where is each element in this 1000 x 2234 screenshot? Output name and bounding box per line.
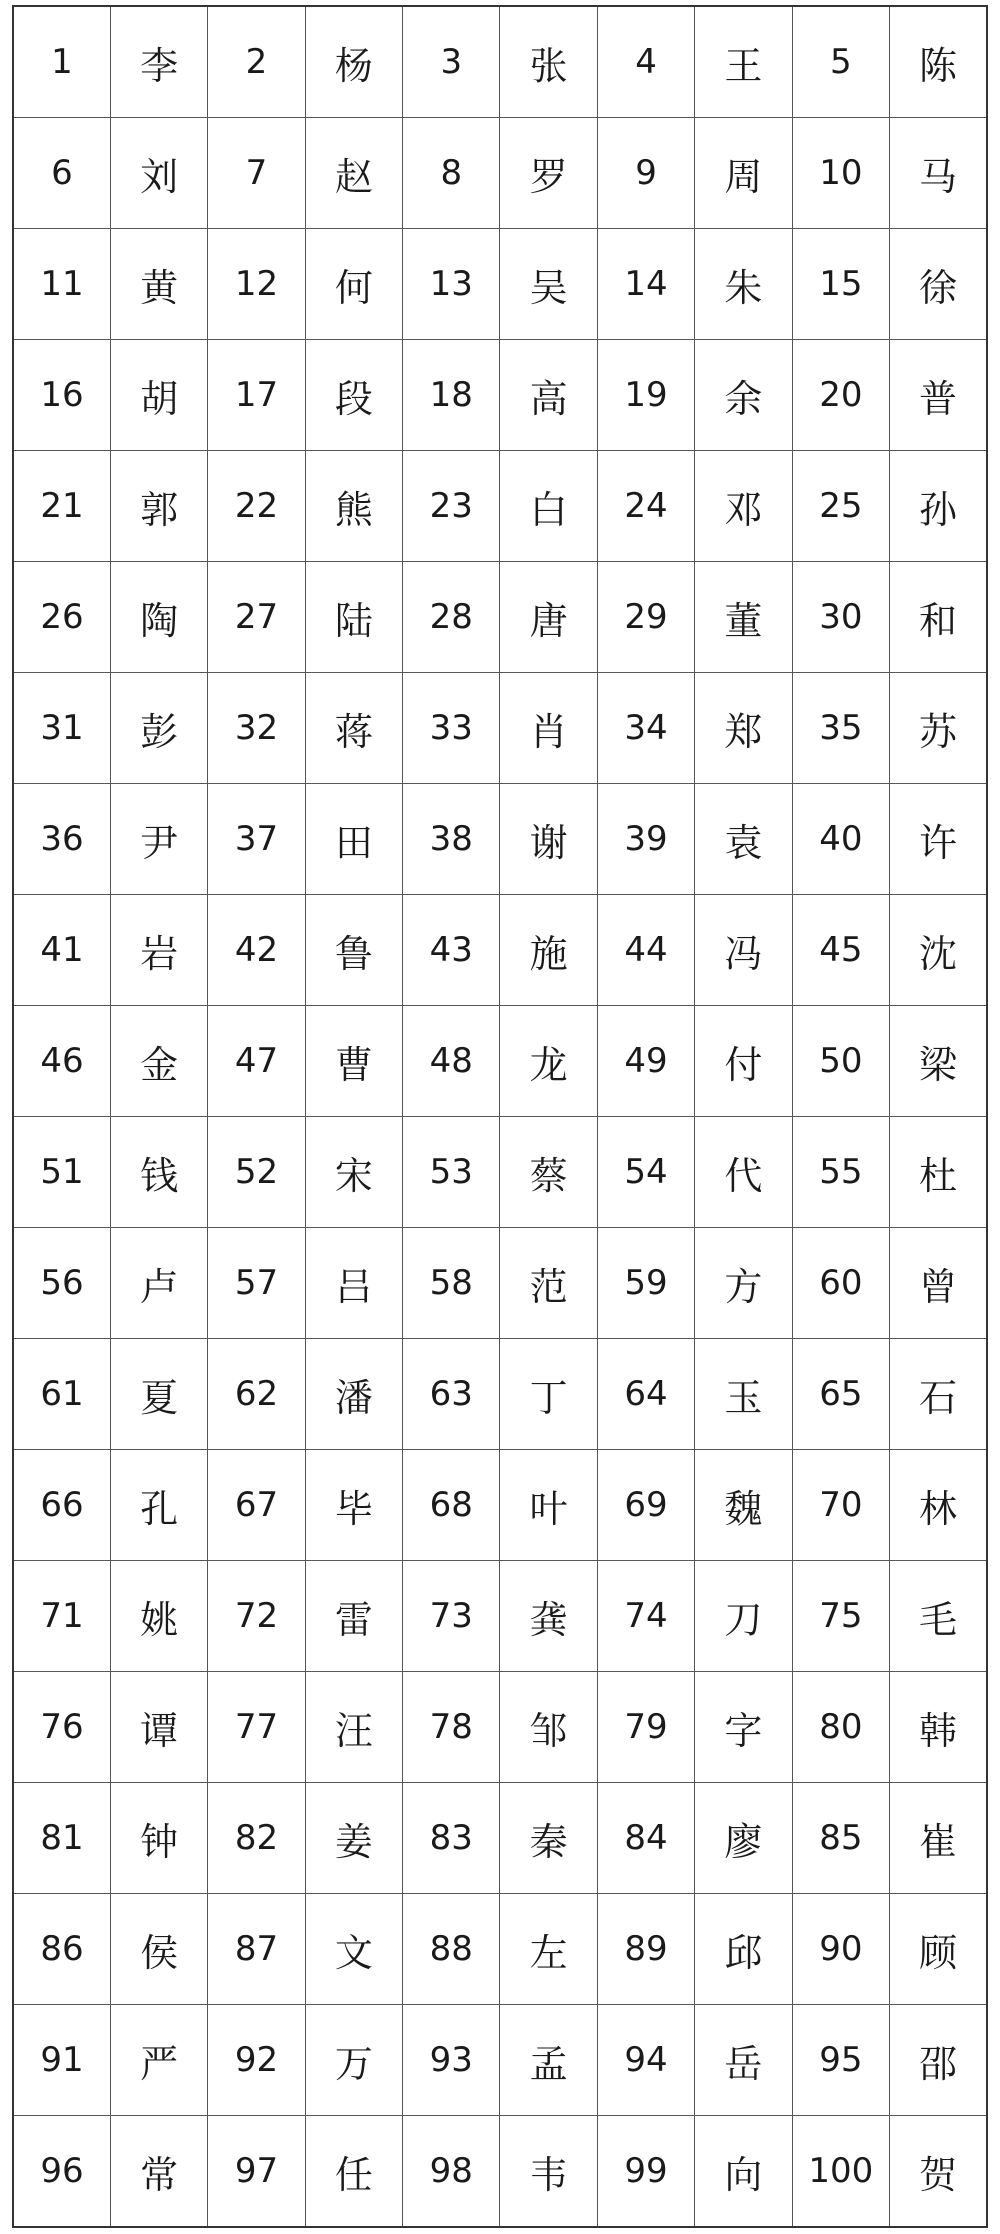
surname-cell: 任 (305, 2116, 402, 2228)
rank-number-cell: 40 (792, 784, 889, 895)
rank-number-cell: 63 (403, 1339, 500, 1450)
rank-number-cell: 6 (13, 118, 110, 229)
rank-number-cell: 71 (13, 1561, 110, 1672)
rank-number-cell: 82 (208, 1783, 305, 1894)
table-row (13, 673, 987, 784)
surname-cell: 郭 (110, 451, 207, 562)
rank-number-cell: 87 (208, 1894, 305, 2005)
rank-number-cell: 97 (208, 2116, 305, 2228)
rank-number-cell: 53 (403, 1117, 500, 1228)
surname-cell: 向 (695, 2116, 792, 2228)
surname-cell: 范 (500, 1228, 597, 1339)
surname-cell: 蒋 (305, 673, 402, 784)
surname-cell: 顾 (890, 1894, 987, 2005)
rank-number-cell: 3 (403, 6, 500, 118)
rank-number-cell: 54 (597, 1117, 694, 1228)
rank-number-cell: 81 (13, 1783, 110, 1894)
rank-number-cell: 90 (792, 1894, 889, 2005)
surname-cell: 胡 (110, 340, 207, 451)
rank-number-cell: 16 (13, 340, 110, 451)
surname-cell: 梁 (890, 1006, 987, 1117)
rank-number-cell: 25 (792, 451, 889, 562)
rank-number-cell: 41 (13, 895, 110, 1006)
surname-cell: 许 (890, 784, 987, 895)
surname-cell: 钱 (110, 1117, 207, 1228)
surname-cell: 雷 (305, 1561, 402, 1672)
surname-cell: 汪 (305, 1672, 402, 1783)
rank-number-cell: 92 (208, 2005, 305, 2116)
surname-cell: 沈 (890, 895, 987, 1006)
surname-cell: 刘 (110, 118, 207, 229)
surname-cell: 尹 (110, 784, 207, 895)
rank-number-cell: 39 (597, 784, 694, 895)
rank-number-cell: 59 (597, 1228, 694, 1339)
surname-cell: 孔 (110, 1450, 207, 1561)
surname-cell: 姜 (305, 1783, 402, 1894)
surname-cell: 白 (500, 451, 597, 562)
rank-number-cell: 5 (792, 6, 889, 118)
surname-cell: 韦 (500, 2116, 597, 2228)
surname-cell: 夏 (110, 1339, 207, 1450)
rank-number-cell: 33 (403, 673, 500, 784)
rank-number-cell: 20 (792, 340, 889, 451)
surname-cell: 罗 (500, 118, 597, 229)
rank-number-cell: 29 (597, 562, 694, 673)
table-row (13, 1117, 987, 1228)
rank-number-cell: 27 (208, 562, 305, 673)
rank-number-cell: 18 (403, 340, 500, 451)
rank-number-cell: 98 (403, 2116, 500, 2228)
surname-cell: 熊 (305, 451, 402, 562)
rank-number-cell: 70 (792, 1450, 889, 1561)
surname-cell: 毛 (890, 1561, 987, 1672)
surname-cell: 高 (500, 340, 597, 451)
table-row (13, 562, 987, 673)
rank-number-cell: 85 (792, 1783, 889, 1894)
surname-cell: 和 (890, 562, 987, 673)
rank-number-cell: 38 (403, 784, 500, 895)
surname-cell: 邹 (500, 1672, 597, 1783)
rank-number-cell: 49 (597, 1006, 694, 1117)
table-row (13, 784, 987, 895)
rank-number-cell: 22 (208, 451, 305, 562)
rank-number-cell: 48 (403, 1006, 500, 1117)
surname-cell: 陈 (890, 6, 987, 118)
rank-number-cell: 96 (13, 2116, 110, 2228)
surname-cell: 卢 (110, 1228, 207, 1339)
rank-number-cell: 99 (597, 2116, 694, 2228)
surname-cell: 潘 (305, 1339, 402, 1450)
surname-cell: 施 (500, 895, 597, 1006)
rank-number-cell: 95 (792, 2005, 889, 2116)
rank-number-cell: 100 (792, 2116, 889, 2228)
rank-number-cell: 7 (208, 118, 305, 229)
surname-cell: 严 (110, 2005, 207, 2116)
surname-cell: 韩 (890, 1672, 987, 1783)
rank-number-cell: 14 (597, 229, 694, 340)
rank-number-cell: 93 (403, 2005, 500, 2116)
rank-number-cell: 21 (13, 451, 110, 562)
surname-cell: 丁 (500, 1339, 597, 1450)
rank-number-cell: 10 (792, 118, 889, 229)
surname-cell: 马 (890, 118, 987, 229)
surname-cell: 彭 (110, 673, 207, 784)
surname-cell: 宋 (305, 1117, 402, 1228)
surname-cell: 吴 (500, 229, 597, 340)
surname-cell: 唐 (500, 562, 597, 673)
surname-cell: 代 (695, 1117, 792, 1228)
rank-number-cell: 73 (403, 1561, 500, 1672)
rank-number-cell: 76 (13, 1672, 110, 1783)
surname-cell: 石 (890, 1339, 987, 1450)
surname-cell: 孟 (500, 2005, 597, 2116)
surname-cell: 余 (695, 340, 792, 451)
table-row (13, 229, 987, 340)
surname-cell: 邱 (695, 1894, 792, 2005)
rank-number-cell: 42 (208, 895, 305, 1006)
rank-number-cell: 26 (13, 562, 110, 673)
rank-number-cell: 62 (208, 1339, 305, 1450)
rank-number-cell: 15 (792, 229, 889, 340)
surname-cell: 贺 (890, 2116, 987, 2228)
surname-cell: 朱 (695, 229, 792, 340)
rank-number-cell: 30 (792, 562, 889, 673)
rank-number-cell: 47 (208, 1006, 305, 1117)
rank-number-cell: 94 (597, 2005, 694, 2116)
surname-cell: 肖 (500, 673, 597, 784)
rank-number-cell: 68 (403, 1450, 500, 1561)
table-row (13, 1339, 987, 1450)
surname-cell: 李 (110, 6, 207, 118)
rank-number-cell: 4 (597, 6, 694, 118)
table-row (13, 6, 987, 118)
surname-cell: 姚 (110, 1561, 207, 1672)
table-row (13, 1783, 987, 1894)
table-row (13, 451, 987, 562)
surname-cell: 常 (110, 2116, 207, 2228)
surname-cell: 黄 (110, 229, 207, 340)
rank-number-cell: 44 (597, 895, 694, 1006)
rank-number-cell: 43 (403, 895, 500, 1006)
rank-number-cell: 74 (597, 1561, 694, 1672)
rank-number-cell: 28 (403, 562, 500, 673)
surname-cell: 林 (890, 1450, 987, 1561)
surname-cell: 邓 (695, 451, 792, 562)
rank-number-cell: 86 (13, 1894, 110, 2005)
rank-number-cell: 84 (597, 1783, 694, 1894)
rank-number-cell: 61 (13, 1339, 110, 1450)
rank-number-cell: 8 (403, 118, 500, 229)
rank-number-cell: 80 (792, 1672, 889, 1783)
rank-number-cell: 24 (597, 451, 694, 562)
surname-cell: 周 (695, 118, 792, 229)
surname-cell: 岩 (110, 895, 207, 1006)
rank-number-cell: 46 (13, 1006, 110, 1117)
table-row (13, 1450, 987, 1561)
rank-number-cell: 34 (597, 673, 694, 784)
surname-cell: 赵 (305, 118, 402, 229)
rank-number-cell: 60 (792, 1228, 889, 1339)
rank-number-cell: 51 (13, 1117, 110, 1228)
table-row (13, 340, 987, 451)
surname-table-body (13, 6, 987, 2227)
rank-number-cell: 58 (403, 1228, 500, 1339)
rank-number-cell: 57 (208, 1228, 305, 1339)
surname-cell: 左 (500, 1894, 597, 2005)
surname-cell: 付 (695, 1006, 792, 1117)
rank-number-cell: 13 (403, 229, 500, 340)
surname-cell: 何 (305, 229, 402, 340)
surname-cell: 万 (305, 2005, 402, 2116)
rank-number-cell: 64 (597, 1339, 694, 1450)
rank-number-cell: 65 (792, 1339, 889, 1450)
rank-number-cell: 50 (792, 1006, 889, 1117)
rank-number-cell: 37 (208, 784, 305, 895)
surname-cell: 毕 (305, 1450, 402, 1561)
rank-number-cell: 77 (208, 1672, 305, 1783)
rank-number-cell: 66 (13, 1450, 110, 1561)
table-row (13, 118, 987, 229)
surname-cell: 龙 (500, 1006, 597, 1117)
rank-number-cell: 19 (597, 340, 694, 451)
surname-cell: 方 (695, 1228, 792, 1339)
rank-number-cell: 23 (403, 451, 500, 562)
rank-number-cell: 1 (13, 6, 110, 118)
rank-number-cell: 72 (208, 1561, 305, 1672)
surname-cell: 袁 (695, 784, 792, 895)
rank-number-cell: 89 (597, 1894, 694, 2005)
surname-cell: 冯 (695, 895, 792, 1006)
surname-cell: 廖 (695, 1783, 792, 1894)
surname-cell: 钟 (110, 1783, 207, 1894)
surname-cell: 王 (695, 6, 792, 118)
surname-cell: 徐 (890, 229, 987, 340)
table-row (13, 1672, 987, 1783)
surname-cell: 秦 (500, 1783, 597, 1894)
rank-number-cell: 11 (13, 229, 110, 340)
surname-cell: 普 (890, 340, 987, 451)
rank-number-cell: 69 (597, 1450, 694, 1561)
surname-cell: 陶 (110, 562, 207, 673)
surname-cell: 谢 (500, 784, 597, 895)
surname-cell: 谭 (110, 1672, 207, 1783)
surname-cell: 郑 (695, 673, 792, 784)
surname-cell: 曾 (890, 1228, 987, 1339)
table-row (13, 2005, 987, 2116)
surname-cell: 孙 (890, 451, 987, 562)
surname-cell: 蔡 (500, 1117, 597, 1228)
rank-number-cell: 12 (208, 229, 305, 340)
surname-cell: 金 (110, 1006, 207, 1117)
surname-cell: 杜 (890, 1117, 987, 1228)
rank-number-cell: 2 (208, 6, 305, 118)
surname-cell: 吕 (305, 1228, 402, 1339)
surname-cell: 玉 (695, 1339, 792, 1450)
rank-number-cell: 67 (208, 1450, 305, 1561)
rank-number-cell: 52 (208, 1117, 305, 1228)
surname-cell: 田 (305, 784, 402, 895)
rank-number-cell: 36 (13, 784, 110, 895)
rank-number-cell: 78 (403, 1672, 500, 1783)
surname-cell: 叶 (500, 1450, 597, 1561)
surname-ranking-table (12, 5, 988, 2228)
rank-number-cell: 31 (13, 673, 110, 784)
rank-number-cell: 75 (792, 1561, 889, 1672)
rank-number-cell: 35 (792, 673, 889, 784)
surname-cell: 邵 (890, 2005, 987, 2116)
rank-number-cell: 32 (208, 673, 305, 784)
surname-cell: 曹 (305, 1006, 402, 1117)
rank-number-cell: 88 (403, 1894, 500, 2005)
rank-number-cell: 91 (13, 2005, 110, 2116)
surname-cell: 陆 (305, 562, 402, 673)
table-row (13, 895, 987, 1006)
table-row (13, 1228, 987, 1339)
table-row (13, 1561, 987, 1672)
surname-cell: 崔 (890, 1783, 987, 1894)
surname-cell: 龚 (500, 1561, 597, 1672)
surname-cell: 鲁 (305, 895, 402, 1006)
surname-cell: 刀 (695, 1561, 792, 1672)
rank-number-cell: 9 (597, 118, 694, 229)
surname-cell: 魏 (695, 1450, 792, 1561)
surname-cell: 段 (305, 340, 402, 451)
rank-number-cell: 56 (13, 1228, 110, 1339)
table-row (13, 1894, 987, 2005)
surname-cell: 岳 (695, 2005, 792, 2116)
rank-number-cell: 83 (403, 1783, 500, 1894)
surname-cell: 张 (500, 6, 597, 118)
surname-cell: 侯 (110, 1894, 207, 2005)
surname-cell: 字 (695, 1672, 792, 1783)
rank-number-cell: 45 (792, 895, 889, 1006)
surname-cell: 杨 (305, 6, 402, 118)
rank-number-cell: 17 (208, 340, 305, 451)
surname-cell: 文 (305, 1894, 402, 2005)
rank-number-cell: 79 (597, 1672, 694, 1783)
surname-cell: 董 (695, 562, 792, 673)
table-row (13, 1006, 987, 1117)
surname-cell: 苏 (890, 673, 987, 784)
rank-number-cell: 55 (792, 1117, 889, 1228)
table-row (13, 2116, 987, 2228)
